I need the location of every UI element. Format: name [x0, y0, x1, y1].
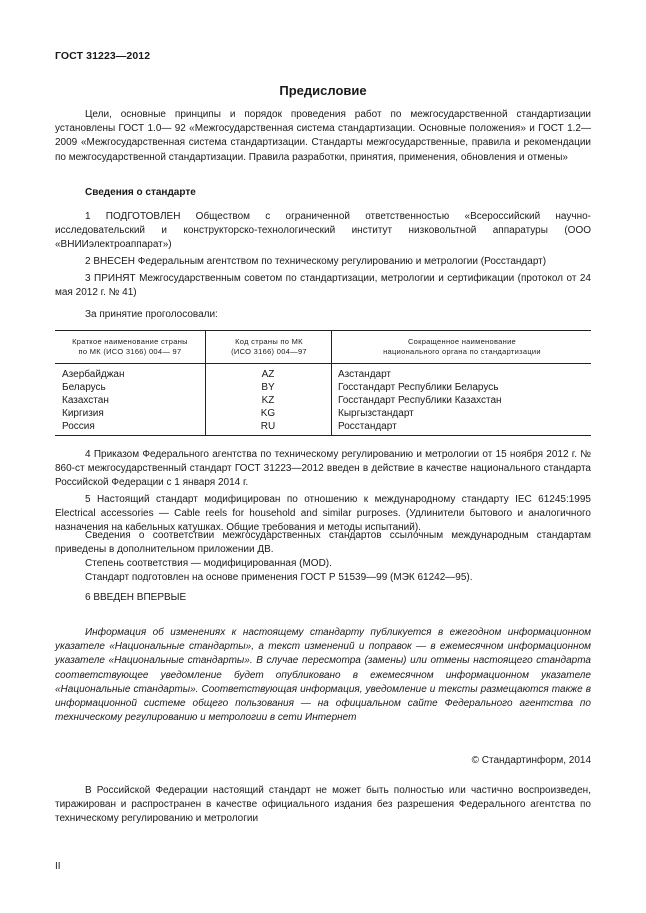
cell-code: KG	[260, 408, 276, 419]
item-5-info: Сведения о соответствии межгосударственных стандартов ссылочным международным стандартам приведены в дополнительном приложении ДВ.	[55, 530, 591, 556]
table-row	[55, 420, 591, 433]
cell-code: RU	[260, 421, 276, 432]
voted-label: За принятие проголосовали:	[85, 309, 218, 320]
item-3-adopted: 3 ПРИНЯТ Межгосударственным советом по стандартизации, метрологии и сертификации (протокол от 24 мая 2012 г. № 41)	[55, 273, 591, 299]
header-country: Краткое наименование страны по МК (ИСО 3166) 004— 97	[72, 337, 188, 356]
table-row	[55, 381, 591, 394]
header-body: Сокращенное наименование национального органа по стандартизации	[331, 331, 592, 363]
cell-body: Росстандарт	[338, 421, 397, 432]
table-row	[55, 368, 591, 381]
cell-country: Киргизия	[62, 408, 104, 419]
header-code: Код страны по МК (ИСО 3166) 004—97	[205, 331, 332, 363]
item-5-modified: 5 Настоящий стандарт модифицирован по отношению к международному стандарту IEC 61245:1995 Electrical accessories — Cable reels for household and similar purposes. (Удлинители бытового и аналогичного назначения на кабельных катушках. Общие требования и методы испытаний).	[55, 494, 591, 534]
cell-body: Кыргызстандарт	[338, 408, 414, 419]
item-4-order: 4 Приказом Федерального агентства по техническому регулированию и метрологии от 15 ноября 2012 г. № 860-ст межгосударственный стандарт ГОСТ 31223—2012 введен в действие в качестве национального стандарта Российской Федерации с 1 января 2014 г.	[55, 449, 591, 489]
item-5-degree: Степень соответствия — модифицированная (MOD).	[85, 558, 332, 569]
item-1-prepared: 1 ПОДГОТОВЛЕН Обществом с ограниченной ответственностью «Всероссийский научно-исследовательский и конструкторско-технологический институт низковольтной аппаратуры (ООО «ВНИИэлектроаппарат»)	[55, 211, 591, 251]
cell-body: Азстандарт	[338, 369, 392, 380]
table-row	[55, 394, 591, 407]
item-6-introduced-first: 6 ВВЕДЕН ВПЕРВЫЕ	[85, 592, 187, 603]
page-number: II	[55, 861, 61, 872]
cell-country: Азербайджан	[62, 369, 125, 380]
cell-code: BY	[261, 382, 275, 393]
page-title: Предисловие	[279, 83, 367, 98]
cell-body: Госстандарт Республики Беларусь	[338, 382, 499, 393]
voting-table	[55, 330, 591, 436]
cell-country: Беларусь	[62, 382, 106, 393]
cell-country: Россия	[62, 421, 95, 432]
cell-country: Казахстан	[62, 395, 109, 406]
cell-body: Госстандарт Республики Казахстан	[338, 395, 502, 406]
legal-notice: В Российской Федерации настоящий стандарт не может быть полностью или частично воспроизведен, тиражирован и распространен в качестве официального издания без разрешения Федерального агентства по техническому регулированию и метрологии	[55, 785, 591, 825]
intro-paragraph: Цели, основные принципы и порядок проведения работ по межгосударственной стандартизации установлены ГОСТ 1.0— 92 «Межгосударственная система стандартизации. Основные положения» и ГОСТ 1.2—2009 «Межгосударственная система стандартизации. Стандарты межгосударственные, правила и рекомендации по межгосударственной стандартизации. Правила разработки, принятия, применения, обновления и отмены»	[55, 109, 591, 163]
standard-id: ГОСТ 31223—2012	[55, 50, 151, 62]
table-row	[55, 407, 591, 420]
item-2-introduced: 2 ВНЕСЕН Федеральным агентством по техническому регулированию и метрологии (Росстандарт)	[85, 256, 547, 267]
table-header	[55, 331, 591, 364]
changes-notice: Информация об изменениях к настоящему стандарту публикуется в ежегодном информационном указателе «Национальные стандарты», а текст изменений и поправок — в ежемесячном информационном указателе «Национальные стандарты». В случае пересмотра (замены) или отмены настоящего стандарта соответствующее уведомление будет опубликовано в ежемесячном информационном указателе «Национальные стандарты». Соответствующая информация, уведомление и тексты размещаются также в информационной системе общего пользования — на официальном сайте Федерального агентства по техническому регулированию и метрологии в сети Интернет	[55, 627, 591, 724]
copyright: © Стандартинформ, 2014	[471, 755, 591, 766]
cell-code: AZ	[261, 369, 275, 380]
item-5-basis: Стандарт подготовлен на основе применения ГОСТ Р 51539—99 (МЭК 61242—95).	[85, 572, 473, 583]
info-heading: Сведения о стандарте	[85, 187, 196, 198]
cell-code: KZ	[261, 395, 275, 406]
